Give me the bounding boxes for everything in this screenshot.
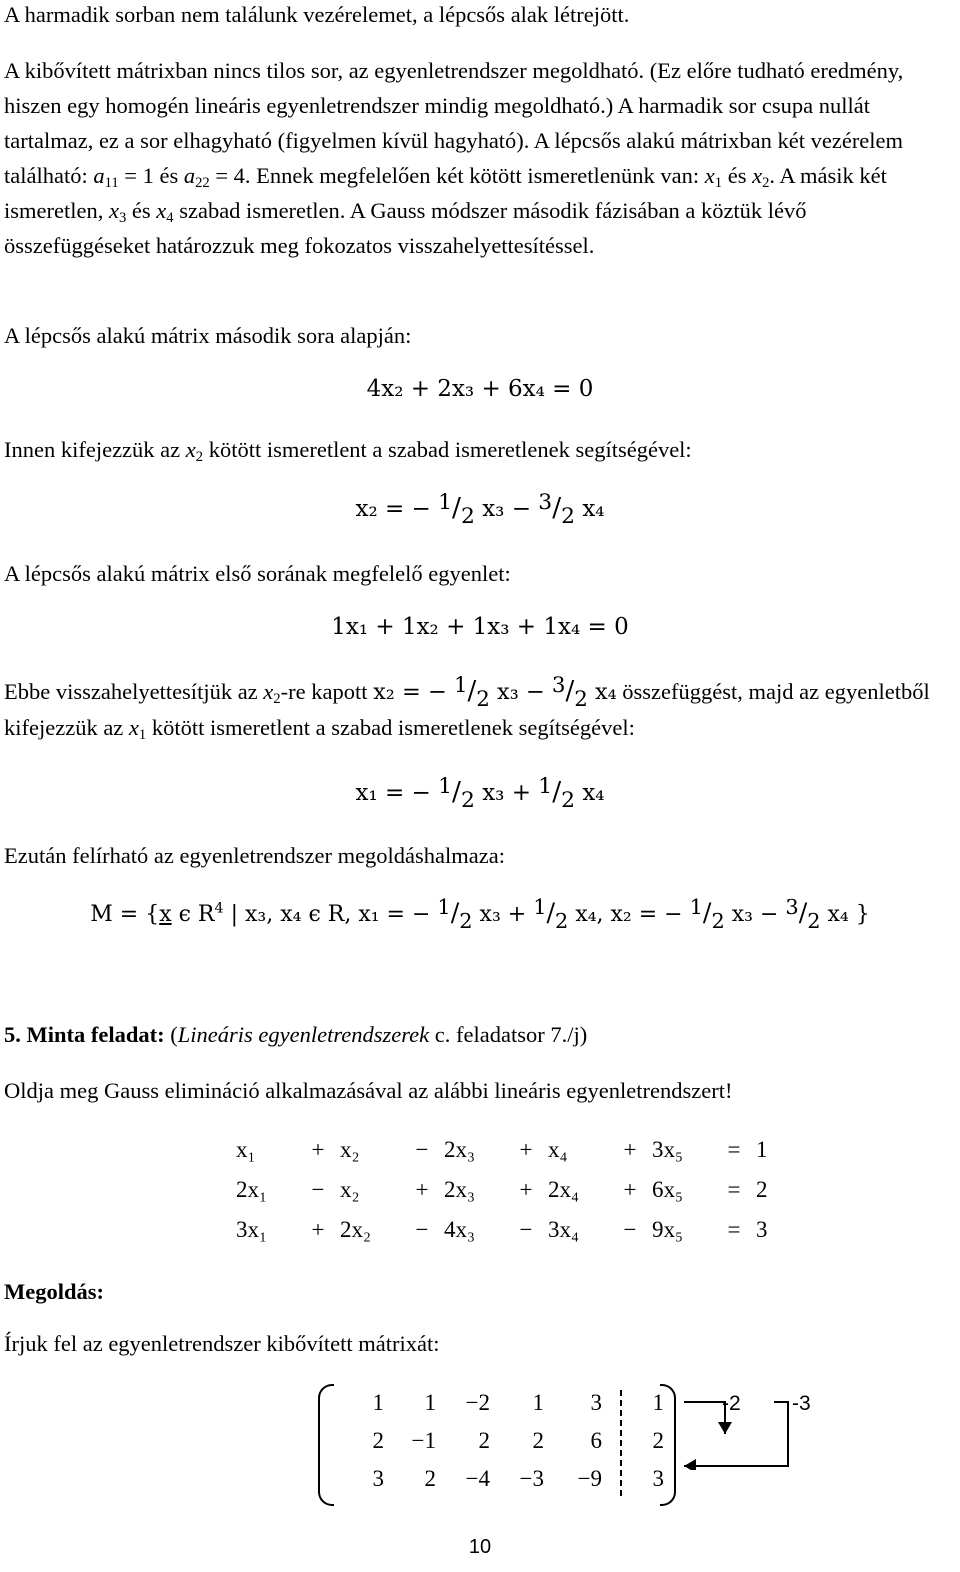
paragraph-first-row: A lépcsős alakú mátrix első sorának megfelelő egyenlet: xyxy=(4,561,511,586)
fraction: 1/2 xyxy=(538,774,576,813)
solution-label: Megoldás: xyxy=(4,1279,104,1304)
matrix-cell: 2 xyxy=(372,1428,384,1453)
paragraph-solvability: A kibővített mátrixban nincs tilos sor, az egyenletrendszer megoldható. (Ez előre tudható eredmény, hiszen egy homogén lineáris egyenletrendszer mindig megoldható.) A harmadik sor csupa nullát tartalmaz, ez a sor elhagyható (figyelmen kívül hagyható). A lépcsős alakú mátrixban két vezérelem található: $a_{11} = 1$ és $a_{22} = 4$. Ennek megfelelően két kötött ismeretlenünk van: $x_1$ és $x_2$. A másik két ismeretlen, $x_3$ és $x_4$ szabad ismeretlen. A Gauss módszer második fázisában a köztük lévő összefüggéseket határozzuk meg fokozatos visszahelyettesítéssel. xyxy=(4,58,904,258)
system-row: 2x₁ − x₂ + 2x₃ + 2x₄ + 6x₅ = 2 xyxy=(236,1177,768,1202)
matrix-cell: 1 xyxy=(424,1390,436,1415)
matrix-cell: 2 xyxy=(532,1428,544,1453)
fraction: 1/2 xyxy=(438,490,475,529)
augmented-matrix xyxy=(318,1384,678,1502)
matrix-cell: 1 xyxy=(652,1390,664,1415)
equation-row2: 4x₂ + 2x₃ + 6x₄ = 0 xyxy=(366,376,594,402)
matrix-cell: −3 xyxy=(519,1466,544,1491)
paragraph-express-x2: Innen kifejezzük az $x_2$ kötött ismeretlent a szabad ismeretlenek segítségével: xyxy=(4,437,692,466)
system-row: x₁ + x₂ − 2x₃ + x₄ + 3x₅ = 1 xyxy=(236,1137,768,1162)
paragraph-augmented-matrix: Írjuk fel az egyenletrendszer kibővített mátrixát: xyxy=(4,1331,440,1356)
task-instruction: Oldja meg Gauss elimináció alkalmazásával az alábbi lineáris egyenletrendszert! xyxy=(4,1078,733,1103)
matrix-cell: 6 xyxy=(590,1428,602,1453)
system-row: 3x₁ + 2x₂ − 4x₃ − 3x₄ − 9x₅ = 3 xyxy=(236,1217,768,1242)
matrix-cell: −1 xyxy=(411,1428,436,1453)
paragraph-substitute: Ebbe visszahelyettesítjük az $x_2-re$ kapott x₂ = − 1/2 x₃ − 3/2 x₄ összefüggést, majd az egyenletből kifejezzük az $x_1$ kötött ismeretlent a szabad ismeretlenek segítségével: xyxy=(4,673,930,744)
fraction: 3/2 xyxy=(538,490,576,529)
matrix-cell: 2 xyxy=(424,1466,436,1491)
row-op-multiplier: -2 xyxy=(722,1392,741,1415)
fraction: 1/2 xyxy=(438,774,475,813)
equation-row1: 1x₁ + 1x₂ + 1x₃ + 1x₄ = 0 xyxy=(331,614,629,640)
row-op-multiplier: -3 xyxy=(792,1392,811,1415)
linear-system xyxy=(236,1130,816,1250)
matrix-cell: 3 xyxy=(590,1390,602,1415)
matrix-cell: −2 xyxy=(465,1390,490,1415)
matrix-left-bracket xyxy=(318,1384,334,1506)
paragraph-pivot-note: A harmadik sorban nem találunk vezérelemet, a lépcsős alak létrejött. xyxy=(4,2,630,27)
matrix-cell: 1 xyxy=(532,1390,544,1415)
task-heading: 5. Minta feladat: (Lineáris egyenletrendszerek c. feladatsor 7./j) xyxy=(4,1022,588,1047)
matrix-cell: 2 xyxy=(478,1428,490,1453)
matrix-cell: −9 xyxy=(577,1466,602,1491)
equation-x1: x₁ = − 1/2 x₃ + 1/2 x₄ xyxy=(355,774,605,813)
matrix-cell: −4 xyxy=(465,1466,490,1491)
row2-arrow-line xyxy=(684,1402,725,1434)
paragraph-second-row: A lépcsős alakú mátrix második sora alapján: xyxy=(4,323,412,348)
page-number: 10 xyxy=(468,1536,492,1558)
equation-solution-set: M = {x ϵ $R^4$ | x₃, x₄ ϵ R, x₁ = − 1/2 x₃ + 1/2 x₄, x₂ = − 1/2 x₃ − 3/2 x₄ } xyxy=(90,895,870,933)
paragraph-solution-set: Ezután felírható az egyenletrendszer megoldáshalmaza: xyxy=(4,843,505,868)
row2-arrowhead xyxy=(718,1422,732,1434)
equation-x2: x₂ = − 1/2 x₃ − 3/2 x₄ xyxy=(355,490,605,529)
matrix-cell: 3 xyxy=(652,1466,664,1491)
matrix-cell: 1 xyxy=(372,1390,384,1415)
row3-arrowhead xyxy=(684,1459,696,1470)
matrix-cell: 2 xyxy=(652,1428,664,1453)
matrix-cell: 3 xyxy=(372,1466,384,1491)
